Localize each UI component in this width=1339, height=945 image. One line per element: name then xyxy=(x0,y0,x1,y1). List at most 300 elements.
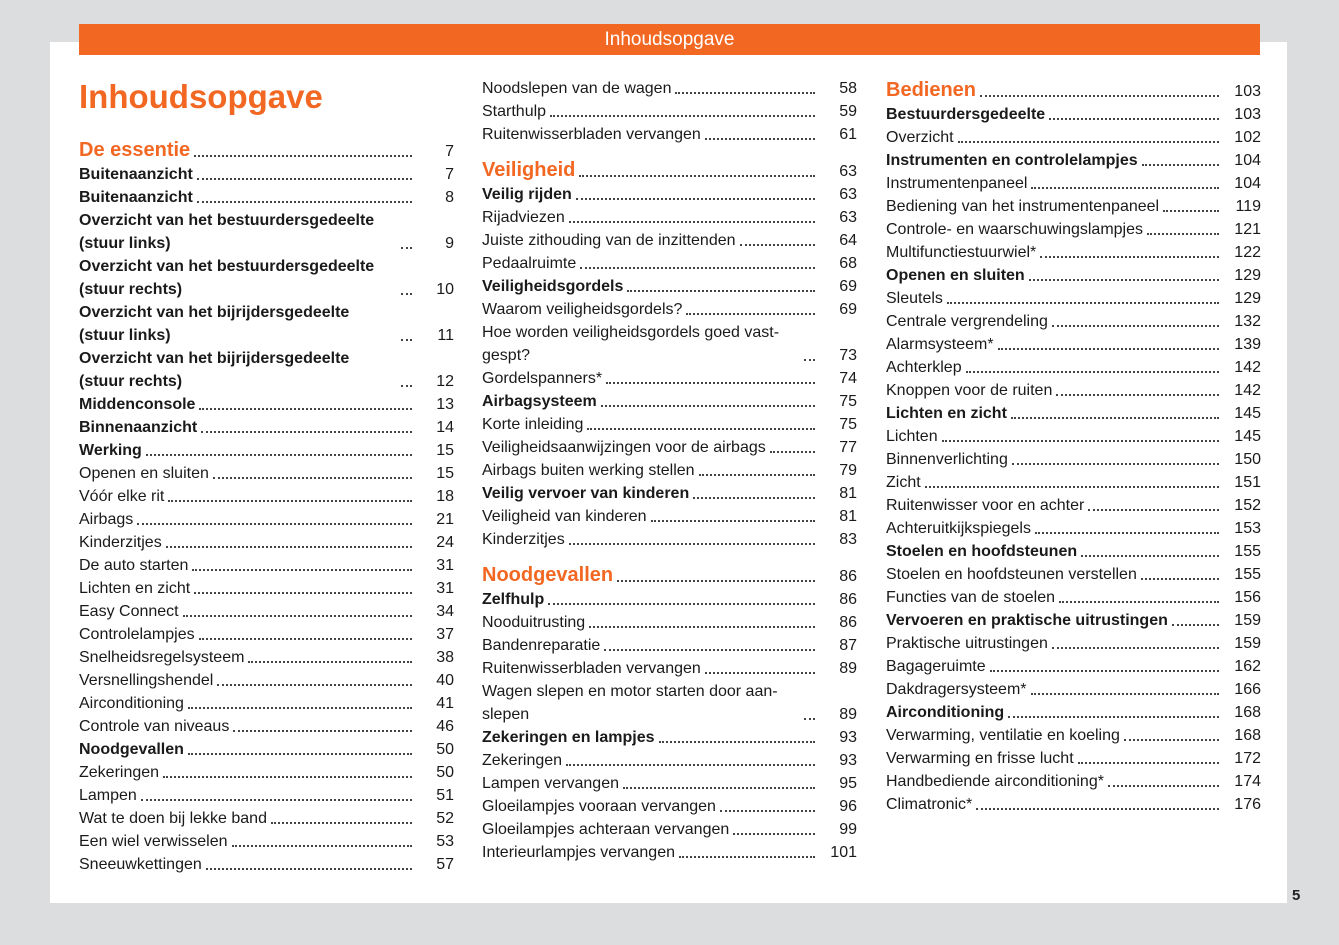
entry-page-number: 89 xyxy=(839,660,857,677)
dot-leader xyxy=(1108,785,1219,787)
entry-page-number: 38 xyxy=(436,649,454,666)
entry-page-number: 13 xyxy=(436,396,454,413)
dot-leader xyxy=(168,500,412,502)
entry-title: Versnellingshendel xyxy=(79,672,214,689)
entry-page-number: 77 xyxy=(839,439,857,456)
entry-page-number: 132 xyxy=(1234,313,1261,330)
toc-entry[interactable] xyxy=(79,439,454,462)
entry-page-number: 159 xyxy=(1234,612,1261,629)
dot-leader xyxy=(623,787,815,789)
entry-page-number: 63 xyxy=(839,186,857,203)
toc-entry[interactable] xyxy=(482,588,857,611)
toc-entry[interactable] xyxy=(482,459,857,482)
toc-entry[interactable] xyxy=(482,680,857,726)
toc-entry[interactable] xyxy=(886,494,1261,517)
toc-entry[interactable] xyxy=(482,77,857,100)
dot-leader xyxy=(958,141,1219,143)
entry-title: Gloeilampjes achteraan vervangen xyxy=(482,821,730,838)
dot-leader xyxy=(271,822,412,824)
dot-leader xyxy=(679,856,815,858)
entry-page-number: 89 xyxy=(839,706,857,723)
toc-entry[interactable] xyxy=(886,586,1261,609)
dot-leader xyxy=(1008,716,1219,718)
entry-page-number: 145 xyxy=(1234,428,1261,445)
toc-entry[interactable] xyxy=(886,172,1261,195)
entry-page-number: 119 xyxy=(1235,198,1261,215)
dot-leader xyxy=(1049,118,1219,120)
entry-page-number: 24 xyxy=(436,534,454,551)
toc-entry[interactable] xyxy=(886,310,1261,333)
toc-entry[interactable] xyxy=(79,738,454,761)
entry-title: Easy Connect xyxy=(79,603,179,620)
dot-leader xyxy=(947,302,1219,304)
entry-page-number: 51 xyxy=(436,787,454,804)
entry-page-number: 68 xyxy=(839,255,857,272)
dot-leader xyxy=(942,440,1219,442)
dot-leader xyxy=(1059,601,1219,603)
toc-entry[interactable] xyxy=(886,264,1261,287)
entry-page-number: 58 xyxy=(839,80,857,97)
entry-page-number: 10 xyxy=(436,281,454,298)
dot-leader xyxy=(206,868,412,870)
toc-entry[interactable] xyxy=(482,298,857,321)
entry-page-number: 150 xyxy=(1234,451,1261,468)
entry-page-number: 166 xyxy=(1234,681,1261,698)
dot-leader xyxy=(1031,187,1219,189)
toc-entry[interactable] xyxy=(886,425,1261,448)
entry-title: Sleutels xyxy=(886,290,943,307)
entry-page-number: 95 xyxy=(839,775,857,792)
toc-entry[interactable] xyxy=(79,301,454,347)
dot-leader xyxy=(199,408,412,410)
dot-leader xyxy=(1078,762,1219,764)
entry-page-number: 145 xyxy=(1234,405,1261,422)
toc-section[interactable] xyxy=(79,138,454,163)
toc-entry[interactable] xyxy=(79,255,454,301)
entry-page-number: 15 xyxy=(436,465,454,482)
toc-entry[interactable] xyxy=(482,634,857,657)
toc-entry[interactable] xyxy=(79,623,454,646)
entry-title: Overzicht van het bijrijdersgedeelte (stuur links) xyxy=(79,304,350,344)
toc-entry[interactable] xyxy=(79,784,454,807)
toc-entry[interactable] xyxy=(482,229,857,252)
toc-entry[interactable] xyxy=(482,482,857,505)
entry-page-number: 74 xyxy=(839,370,857,387)
toc-entry[interactable] xyxy=(482,657,857,680)
toc-entry[interactable] xyxy=(886,701,1261,724)
entry-page-number: 172 xyxy=(1234,750,1261,767)
toc-entry[interactable] xyxy=(482,275,857,298)
dot-leader xyxy=(1142,164,1219,166)
entry-page-number: 81 xyxy=(839,508,857,525)
dot-leader xyxy=(197,201,412,203)
entry-page-number: 129 xyxy=(1234,290,1261,307)
entry-page-number: 104 xyxy=(1234,152,1261,169)
toc-entry[interactable] xyxy=(79,807,454,830)
dot-leader xyxy=(733,833,815,835)
dot-leader xyxy=(217,684,412,686)
toc-entry[interactable] xyxy=(79,853,454,876)
entry-title: Kinderzitjes xyxy=(482,531,565,548)
entry-page-number: 52 xyxy=(436,810,454,827)
entry-title: Waarom veiligheidsgordels? xyxy=(482,301,683,318)
entry-title: Noodgevallen xyxy=(482,564,614,586)
entry-page-number: 14 xyxy=(436,419,454,436)
entry-title: Climatronic* xyxy=(886,796,973,813)
toc-entry[interactable] xyxy=(886,195,1261,218)
entry-title: Airbagsysteem xyxy=(482,393,597,410)
entry-page-number: 75 xyxy=(839,393,857,410)
toc-entry[interactable] xyxy=(79,508,454,531)
entry-page-number: 139 xyxy=(1234,336,1261,353)
dot-leader xyxy=(1029,279,1219,281)
toc-entry[interactable] xyxy=(886,379,1261,402)
entry-page-number: 12 xyxy=(436,373,454,390)
toc-entry[interactable] xyxy=(886,678,1261,701)
entry-page-number: 101 xyxy=(830,844,857,861)
entry-page-number: 18 xyxy=(436,488,454,505)
entry-title: Wagen slepen en motor starten door aan-slepen xyxy=(482,683,778,723)
toc-entry[interactable] xyxy=(886,747,1261,770)
entry-page-number: 69 xyxy=(839,278,857,295)
dot-leader xyxy=(201,431,412,433)
toc-entry[interactable] xyxy=(79,715,454,738)
dot-leader xyxy=(980,95,1219,97)
toc-entry[interactable] xyxy=(482,818,857,841)
entry-page-number: 122 xyxy=(1234,244,1261,261)
toc-entry[interactable] xyxy=(482,390,857,413)
toc-entry[interactable] xyxy=(79,646,454,669)
entry-page-number: 8 xyxy=(445,189,454,206)
entry-page-number: 86 xyxy=(839,591,857,608)
toc-entry[interactable] xyxy=(482,367,857,390)
entry-title: Overzicht van het bijrijdersgedeelte (stuur rechts) xyxy=(79,350,350,390)
entry-page-number: 104 xyxy=(1234,175,1261,192)
dot-leader xyxy=(233,730,412,732)
entry-page-number: 153 xyxy=(1234,520,1261,537)
entry-title: Noodslepen van de wagen xyxy=(482,80,672,97)
dot-leader xyxy=(569,543,815,545)
entry-title: Verwarming, ventilatie en koeling xyxy=(886,727,1120,744)
entry-title: Lichten en zicht xyxy=(886,405,1007,422)
toc-section[interactable] xyxy=(482,158,857,183)
entry-title: Veiligheid van kinderen xyxy=(482,508,647,525)
dot-leader xyxy=(804,718,815,720)
dot-leader xyxy=(1035,532,1219,534)
entry-page-number: 57 xyxy=(436,856,454,873)
entry-title: Overzicht xyxy=(886,129,954,146)
entry-title: Juiste zithouding van de inzittenden xyxy=(482,232,736,249)
dot-leader xyxy=(1052,647,1219,649)
entry-page-number: 168 xyxy=(1234,727,1261,744)
entry-title: Vervoeren en praktische uitrustingen xyxy=(886,612,1168,629)
toc-entry[interactable] xyxy=(79,347,454,393)
toc-entry[interactable] xyxy=(79,600,454,623)
toc-entry[interactable] xyxy=(886,793,1261,816)
entry-page-number: 59 xyxy=(839,103,857,120)
entry-title: Bagageruimte xyxy=(886,658,986,675)
entry-title: Overzicht van het bestuurdersgedeelte (stuur rechts) xyxy=(79,258,375,298)
toc-entry[interactable] xyxy=(79,830,454,853)
toc-entry[interactable] xyxy=(482,413,857,436)
entry-page-number: 93 xyxy=(839,752,857,769)
toc-entry[interactable] xyxy=(482,505,857,528)
toc-entry[interactable] xyxy=(79,554,454,577)
toc-section[interactable] xyxy=(886,78,1261,103)
dot-leader xyxy=(1040,256,1219,258)
entry-page-number: 168 xyxy=(1234,704,1261,721)
toc-entry[interactable] xyxy=(886,333,1261,356)
toc-entry[interactable] xyxy=(886,356,1261,379)
entry-title: Stoelen en hoofdsteunen xyxy=(886,543,1078,560)
entry-title: Middenconsole xyxy=(79,396,196,413)
entry-title: Veilig rijden xyxy=(482,186,572,203)
toc-entry[interactable] xyxy=(886,149,1261,172)
toc-entry[interactable] xyxy=(482,726,857,749)
dot-leader xyxy=(194,592,412,594)
dot-leader xyxy=(401,293,412,295)
toc-entry[interactable] xyxy=(482,206,857,229)
entry-title: Interieurlampjes vervangen xyxy=(482,844,675,861)
toc-entry[interactable] xyxy=(886,402,1261,425)
entry-page-number: 81 xyxy=(839,485,857,502)
dot-leader xyxy=(659,741,815,743)
toc-entry[interactable] xyxy=(886,770,1261,793)
entry-title: Pedaalruimte xyxy=(482,255,577,272)
entry-page-number: 103 xyxy=(1234,106,1261,123)
entry-title: Dakdragersysteem* xyxy=(886,681,1027,698)
dot-leader xyxy=(686,313,815,315)
dot-leader xyxy=(1124,739,1219,741)
entry-title: Veiligheidsaanwijzingen voor de airbags xyxy=(482,439,766,456)
entry-title: Airbags buiten werking stellen xyxy=(482,462,695,479)
toc-entry[interactable] xyxy=(482,100,857,123)
dot-leader xyxy=(232,845,412,847)
entry-page-number: 162 xyxy=(1234,658,1261,675)
dot-leader xyxy=(990,670,1219,672)
toc-entry[interactable] xyxy=(482,123,857,146)
dot-leader xyxy=(1012,463,1219,465)
toc-entry[interactable] xyxy=(79,692,454,715)
dot-leader xyxy=(966,371,1219,373)
entry-title: Starthulp xyxy=(482,103,547,120)
toc-entry[interactable] xyxy=(886,517,1261,540)
dot-leader xyxy=(1141,578,1219,580)
toc-entry[interactable] xyxy=(886,724,1261,747)
entry-title: Zekeringen xyxy=(482,752,563,769)
dot-leader xyxy=(1081,555,1219,557)
entry-page-number: 37 xyxy=(436,626,454,643)
toc-entry[interactable] xyxy=(886,471,1261,494)
entry-title: Buitenaanzicht xyxy=(79,166,193,183)
toc-entry[interactable] xyxy=(482,436,857,459)
toc-entry[interactable] xyxy=(886,448,1261,471)
toc-entry[interactable] xyxy=(886,126,1261,149)
entry-title: Instrumenten en controlelampjes xyxy=(886,152,1138,169)
dot-leader xyxy=(401,247,412,249)
entry-title: Lampen vervangen xyxy=(482,775,619,792)
entry-page-number: 50 xyxy=(436,764,454,781)
entry-page-number: 121 xyxy=(1234,221,1261,238)
toc-entry[interactable] xyxy=(482,183,857,206)
dot-leader xyxy=(199,638,412,640)
dot-leader xyxy=(976,808,1219,810)
dot-leader xyxy=(579,175,815,177)
toc-entry[interactable] xyxy=(79,577,454,600)
toc-entry[interactable] xyxy=(482,528,857,551)
toc-entry[interactable] xyxy=(482,795,857,818)
entry-page-number: 7 xyxy=(445,166,454,183)
entry-page-number: 73 xyxy=(839,347,857,364)
entry-page-number: 31 xyxy=(436,580,454,597)
dot-leader xyxy=(705,138,815,140)
dot-leader xyxy=(740,244,815,246)
toc-entry[interactable] xyxy=(886,241,1261,264)
dot-leader xyxy=(1088,509,1219,511)
toc-entry[interactable] xyxy=(79,531,454,554)
entry-page-number: 40 xyxy=(436,672,454,689)
entry-page-number: 174 xyxy=(1234,773,1261,790)
dot-leader xyxy=(213,477,412,479)
dot-leader xyxy=(925,486,1219,488)
dot-leader xyxy=(248,661,412,663)
entry-page-number: 151 xyxy=(1234,474,1261,491)
entry-title: Overzicht van het bestuurdersgedeelte (stuur links) xyxy=(79,212,375,252)
dot-leader xyxy=(627,290,815,292)
toc-entry[interactable] xyxy=(886,218,1261,241)
toc-section[interactable] xyxy=(482,563,857,588)
toc-entry[interactable] xyxy=(886,540,1261,563)
toc-column-3 xyxy=(886,78,1261,816)
entry-title: Vóór elke rit xyxy=(79,488,165,505)
entry-page-number: 34 xyxy=(436,603,454,620)
page-title: Inhoudsopgave xyxy=(79,78,323,115)
entry-title: Binnenverlichting xyxy=(886,451,1008,468)
toc-entry[interactable] xyxy=(886,287,1261,310)
dot-leader xyxy=(1011,417,1219,419)
toc-entry[interactable] xyxy=(482,611,857,634)
entry-page-number: 63 xyxy=(839,163,857,180)
dot-leader xyxy=(166,546,412,548)
entry-title: Gloeilampjes vooraan vervangen xyxy=(482,798,716,815)
entry-page-number: 15 xyxy=(436,442,454,459)
entry-page-number: 9 xyxy=(445,235,454,252)
entry-title: Controle van niveaus xyxy=(79,718,230,735)
section-spacer xyxy=(482,551,857,563)
entry-page-number: 50 xyxy=(436,741,454,758)
entry-page-number: 142 xyxy=(1234,359,1261,376)
entry-title: Lichten en zicht xyxy=(79,580,191,597)
entry-page-number: 96 xyxy=(839,798,857,815)
entry-page-number: 7 xyxy=(445,143,454,160)
entry-page-number: 129 xyxy=(1234,267,1261,284)
dot-leader xyxy=(146,454,412,456)
entry-title: Openen en sluiten xyxy=(886,267,1025,284)
entry-title: Zicht xyxy=(886,474,921,491)
toc-entry[interactable] xyxy=(79,462,454,485)
entry-page-number: 176 xyxy=(1234,796,1261,813)
entry-title: Wat te doen bij lekke band xyxy=(79,810,267,827)
entry-page-number: 61 xyxy=(839,126,857,143)
toc-entry[interactable] xyxy=(886,632,1261,655)
toc-entry[interactable] xyxy=(482,252,857,275)
entry-title: Snelheidsregelsysteem xyxy=(79,649,245,666)
entry-title: Bandenreparatie xyxy=(482,637,601,654)
toc-entry[interactable] xyxy=(79,416,454,439)
entry-title: Korte inleiding xyxy=(482,416,584,433)
dot-leader xyxy=(183,615,412,617)
toc-entry[interactable] xyxy=(79,186,454,209)
toc-entry[interactable] xyxy=(482,841,857,864)
entry-title: Hoe worden veiligheidsgordels goed vast-gespt? xyxy=(482,324,780,364)
toc-entry[interactable] xyxy=(482,749,857,772)
toc-entry[interactable] xyxy=(886,563,1261,586)
toc-entry[interactable] xyxy=(79,761,454,784)
entry-title: Knoppen voor de ruiten xyxy=(886,382,1053,399)
entry-page-number: 11 xyxy=(437,327,454,344)
entry-page-number: 41 xyxy=(436,695,454,712)
page-number: 5 xyxy=(1292,887,1301,904)
dot-leader xyxy=(188,707,412,709)
dot-leader xyxy=(197,178,412,180)
entry-title: Stoelen en hoofdsteunen verstellen xyxy=(886,566,1137,583)
toc-entry[interactable] xyxy=(886,655,1261,678)
entry-page-number: 152 xyxy=(1234,497,1261,514)
toc-entry[interactable] xyxy=(79,209,454,255)
entry-title: Nooduitrusting xyxy=(482,614,586,631)
entry-title: Alarmsysteem* xyxy=(886,336,994,353)
dot-leader xyxy=(617,580,815,582)
dot-leader xyxy=(770,451,815,453)
toc-entry[interactable] xyxy=(79,393,454,416)
entry-title: De auto starten xyxy=(79,557,189,574)
toc-entry[interactable] xyxy=(79,485,454,508)
entry-title: Openen en sluiten xyxy=(79,465,209,482)
entry-title: Functies van de stoelen xyxy=(886,589,1055,606)
entry-title: Een wiel verwisselen xyxy=(79,833,228,850)
entry-title: Buitenaanzicht xyxy=(79,189,193,206)
dot-leader xyxy=(1163,210,1219,212)
entry-title: Binnenaanzicht xyxy=(79,419,198,436)
entry-page-number: 156 xyxy=(1234,589,1261,606)
dot-leader xyxy=(141,799,412,801)
entry-title: Ruitenwisserbladen vervangen xyxy=(482,126,701,143)
entry-page-number: 79 xyxy=(839,462,857,479)
dot-leader xyxy=(705,672,815,674)
section-spacer xyxy=(482,146,857,158)
dot-leader xyxy=(587,428,815,430)
dot-leader xyxy=(804,359,815,361)
entry-page-number: 155 xyxy=(1234,566,1261,583)
dot-leader xyxy=(693,497,815,499)
entry-title: Instrumentenpaneel xyxy=(886,175,1028,192)
toc-entry[interactable] xyxy=(482,321,857,367)
entry-title: Airbags xyxy=(79,511,134,528)
entry-title: De essentie xyxy=(79,139,191,161)
toc-entry[interactable] xyxy=(482,772,857,795)
toc-entry[interactable] xyxy=(79,669,454,692)
dot-leader xyxy=(576,198,815,200)
entry-title: Gordelspanners* xyxy=(482,370,603,387)
toc-entry[interactable] xyxy=(79,163,454,186)
entry-title: Bestuurdersgedeelte xyxy=(886,106,1046,123)
toc-entry[interactable] xyxy=(886,103,1261,126)
entry-page-number: 142 xyxy=(1234,382,1261,399)
dot-leader xyxy=(580,267,815,269)
toc-entry[interactable] xyxy=(886,609,1261,632)
entry-title: Multifunctiestuurwiel* xyxy=(886,244,1037,261)
dot-leader xyxy=(601,405,815,407)
